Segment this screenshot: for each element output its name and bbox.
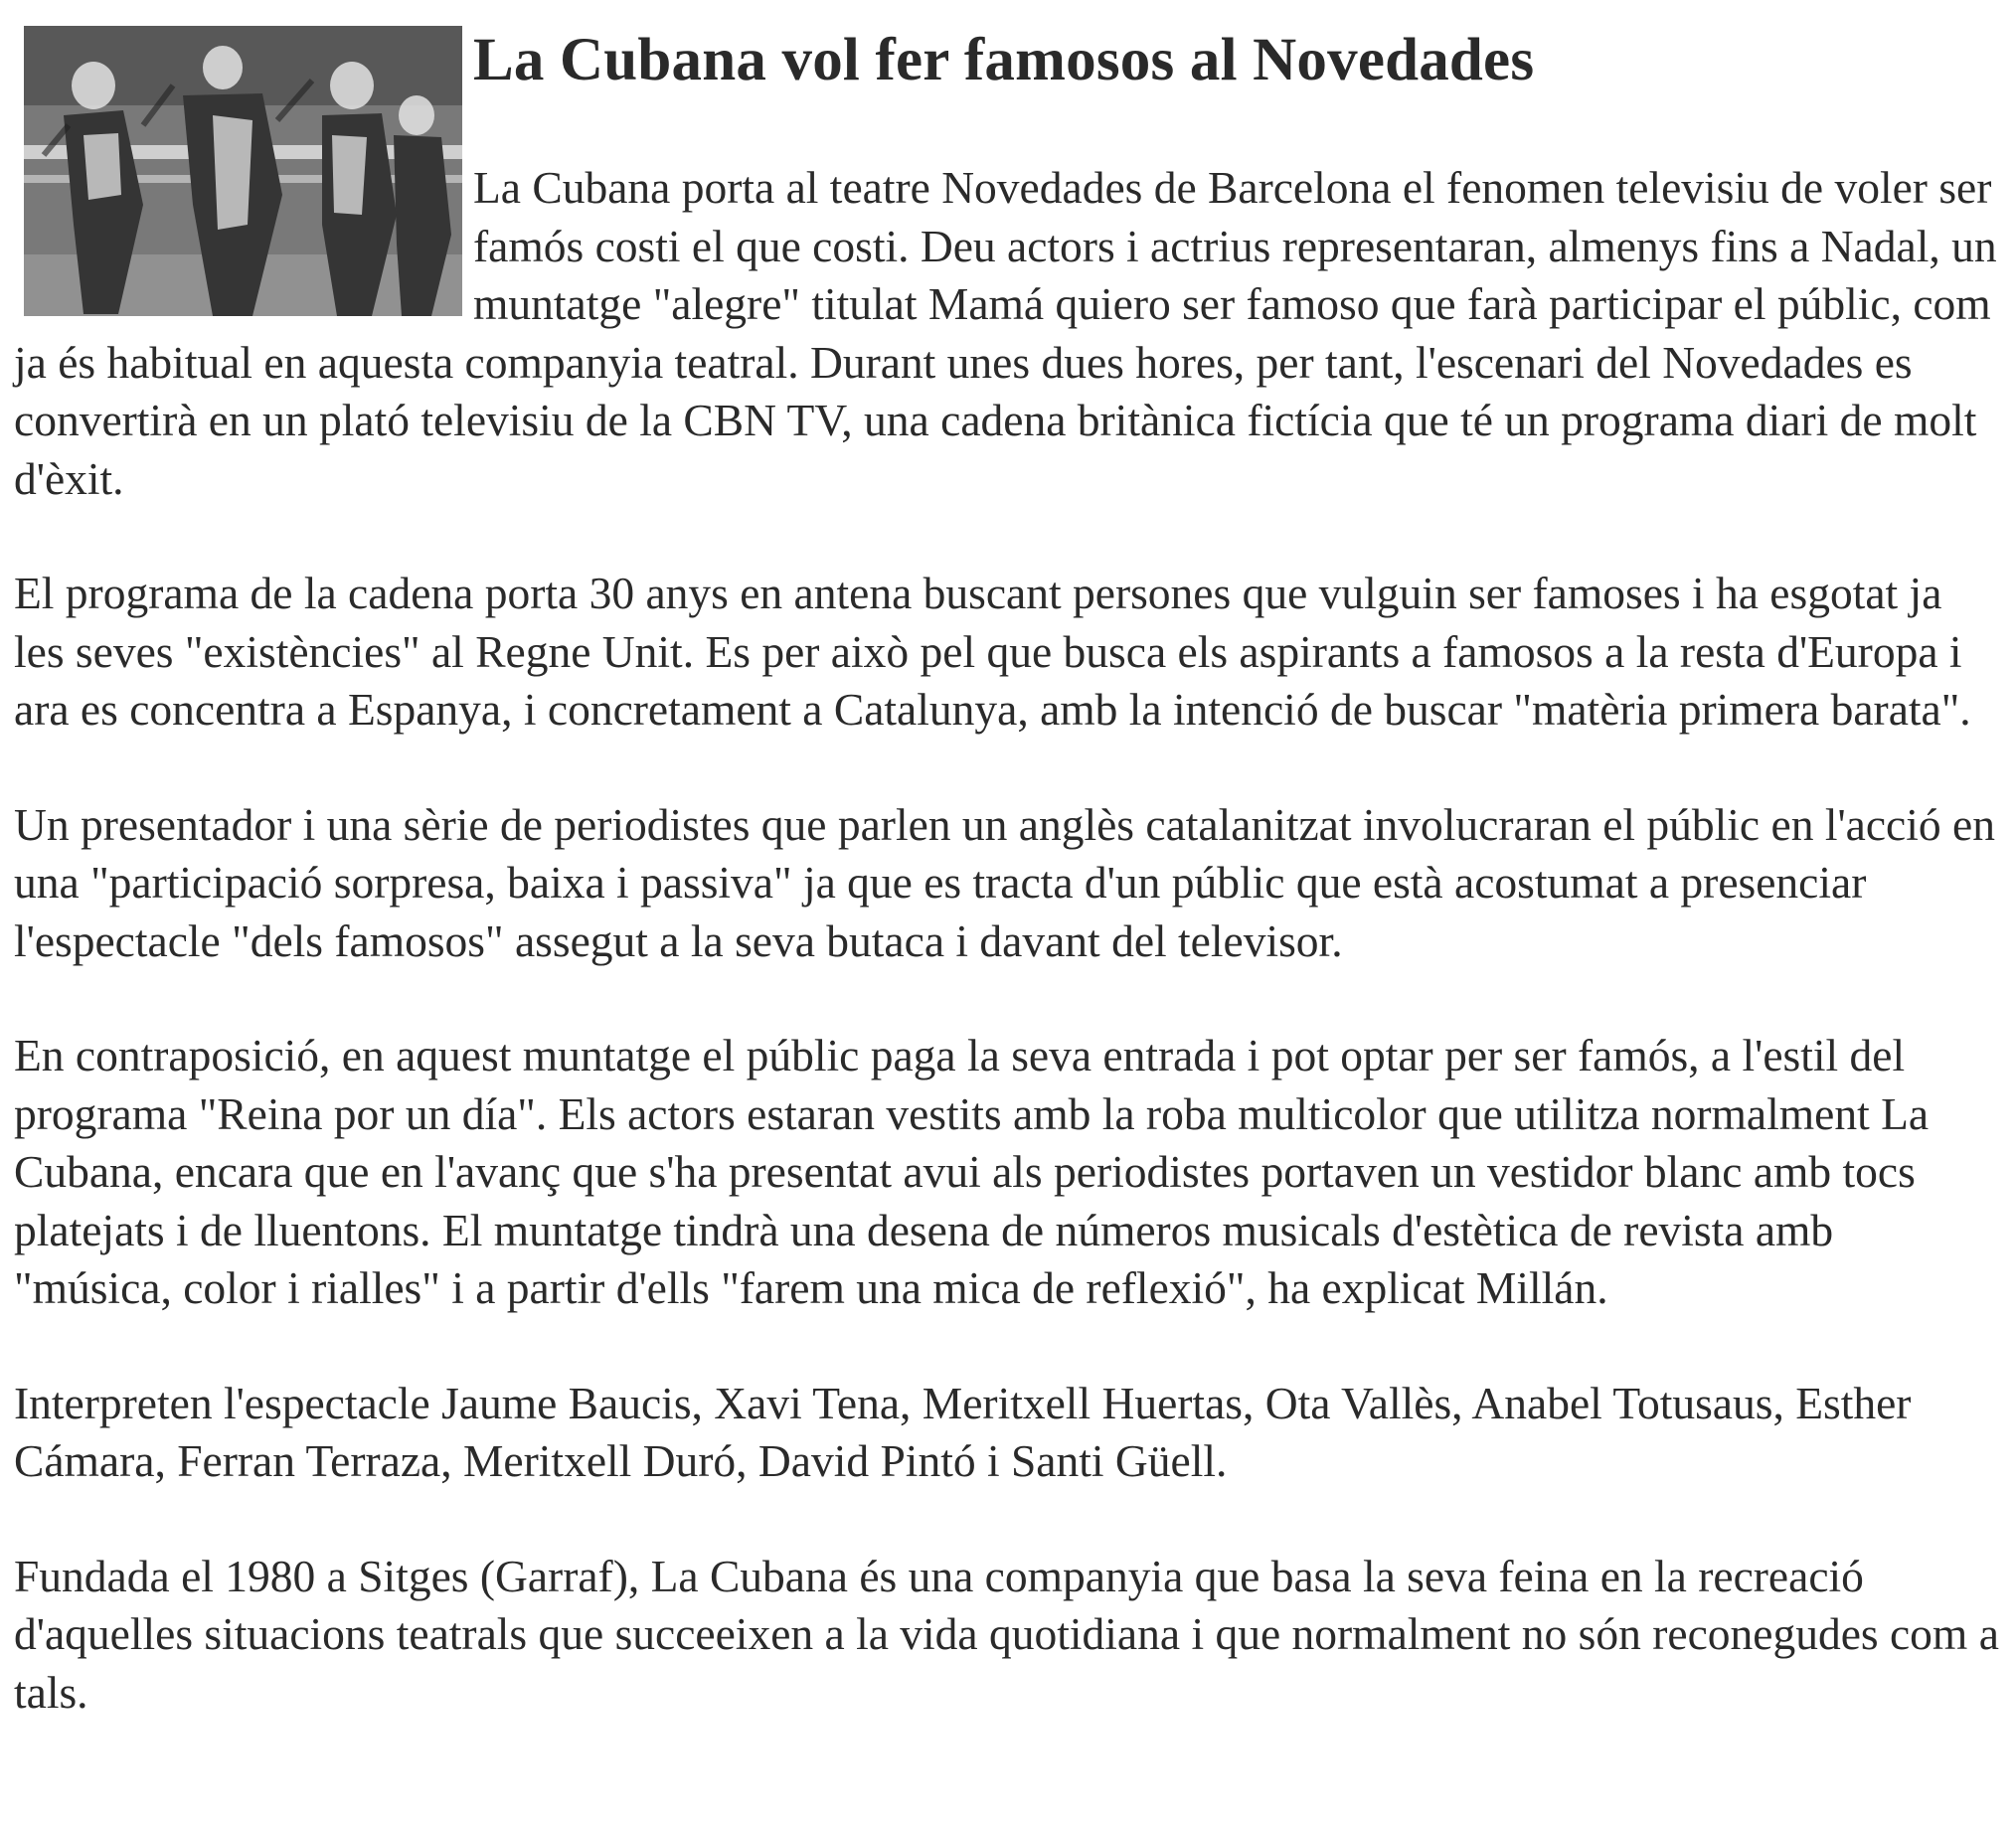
article-paragraph: Interpreten l'espectacle Jaume Baucis, Xavi Tena, Meritxell Huertas, Ota Vallès, Anabel Totusaus, Esther Cámara, Ferran Terraza, Meritxell Duró, David Pintó i Santi Güell.	[14, 1377, 1912, 1486]
article	[14, 22, 2002, 1778]
performers-photo	[24, 26, 462, 316]
article-paragraph: Un presentador i una sèrie de periodistes que parlen un anglès catalanitzat involucraran el públic en l'acció en una "participació sorpresa, baixa i passiva" ja que es tracta d'un públic que està acostumat a presenciar l'espectacle "dels famosos" assegut a la seva butaca i davant del televisor.	[14, 798, 1995, 966]
article-paragraph: La Cubana porta al teatre Novedades de Barcelona el fenomen televisiu de voler ser famós costi el que costi. Deu actors i actrius representaran, almenys fins a Nadal, un muntatge "alegre" titulat Mamá quiero ser famoso que farà participar el públic, com ja és habitual en aquesta companyia teatral. Durant unes dues hores, per tant, l'escenari del Novedades es convertirà en un plató televisiu de la CBN TV, una cadena britànica fictícia que té un programa diari de molt d'èxit.	[14, 162, 1997, 504]
article-headline: La Cubana vol fer famosos al Novedades	[473, 27, 1535, 93]
article-paragraph: En contraposició, en aquest muntatge el públic paga la seva entrada i pot optar per ser famós, a l'estil del programa "Reina por un día". Els actors estaran vestits amb la roba multicolor que utilitza normalment La Cubana, encara que en l'avanç que s'ha presentat avui als periodistes portaven un vestidor blanc amb tocs platejats i de lluentons. El muntatge tindrà una desena de números musicals d'estètica de revista amb "música, color i rialles" i a partir d'ells "farem una mica de reflexió", ha explicat Millán.	[14, 1030, 1930, 1313]
article-paragraph: Fundada el 1980 a Sitges (Garraf), La Cubana és una companyia que basa la seva feina en la recreació d'aquelles situacions teatrals que succeeixen a la vida quotidiana i que normalment no són reconegudes com a tals.	[14, 1550, 1999, 1718]
article-paragraph: El programa de la cadena porta 30 anys en antena buscant persones que vulguin ser famoses i ha esgotat ja les seves "existències" al Regne Unit. Es per això pel que busca els aspirants a famosos a la resta d'Europa i ara es concentra a Espanya, i concretament a Catalunya, amb la intenció de buscar "matèria primera barata".	[14, 568, 1971, 735]
